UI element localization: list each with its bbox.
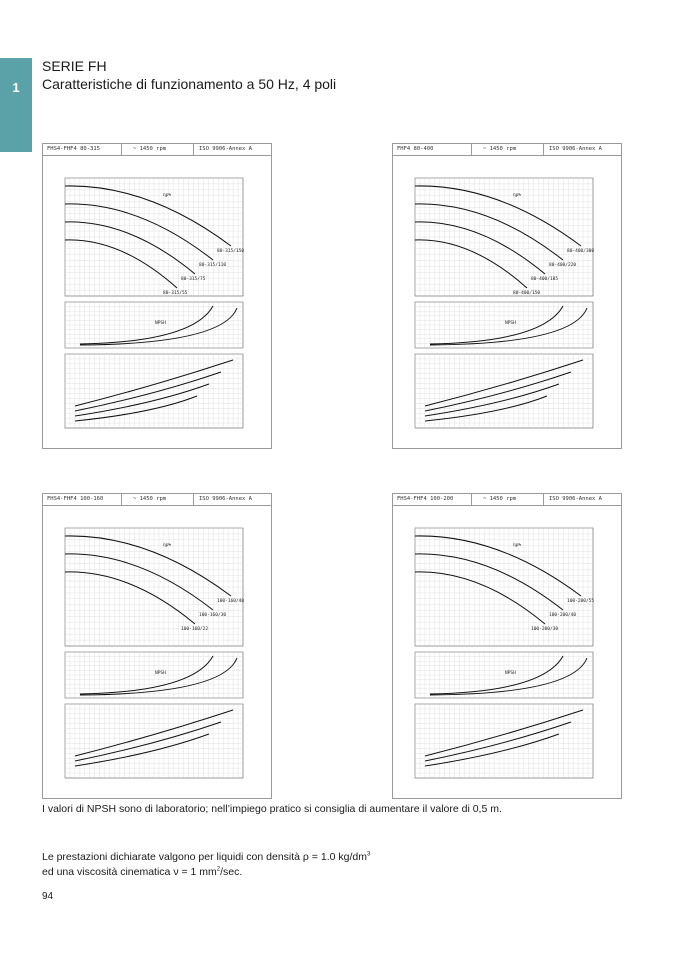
curve-label: 100-200/30 xyxy=(531,627,559,632)
power-curve xyxy=(425,372,571,411)
npsh-label: NPSH xyxy=(505,671,516,676)
efficiency-label: ηp% xyxy=(513,543,522,548)
chart-speed: ~ 1450 rpm xyxy=(133,146,167,152)
viscosity-exponent: 2 xyxy=(216,866,221,873)
head-curve xyxy=(65,554,213,610)
chart-standard: ISO 9906-Annex A xyxy=(199,146,252,152)
chart-graph xyxy=(393,156,621,448)
chart-speed: ~ 1450 rpm xyxy=(133,496,167,502)
density-text: Le prestazioni dichiarate valgono per liquidi con densità ρ = 1.0 kg/dm xyxy=(42,851,367,863)
density-exponent: 3 xyxy=(366,851,371,858)
efficiency-label: ηp% xyxy=(163,543,172,548)
pump-chart-100-200 xyxy=(392,493,622,799)
curve-label: 100-160/40 xyxy=(217,599,245,604)
head-curve xyxy=(65,222,195,274)
chart-speed: ~ 1450 rpm xyxy=(483,496,517,502)
density-note xyxy=(42,850,562,880)
viscosity-text: ed una viscosità cinematica ν = 1 mm xyxy=(42,866,217,878)
curve-label: 100-160/22 xyxy=(181,627,209,632)
chart-standard: ISO 9906-Annex A xyxy=(549,146,602,152)
chart-graph xyxy=(393,506,621,798)
series-title: SERIE FH xyxy=(42,58,107,74)
chart-model: FHS4-FHF4 100-200 xyxy=(397,496,454,502)
curve-label: 80-400/150 xyxy=(513,291,541,296)
curve-label: 80-400/300 xyxy=(567,249,595,254)
curve-label: 80-400/220 xyxy=(549,263,577,268)
power-curve xyxy=(75,734,209,766)
power-curve xyxy=(425,722,571,761)
page-number: 94 xyxy=(42,891,54,902)
curve-label: 80-315/75 xyxy=(181,277,206,282)
chart-model: FHF4 80-400 xyxy=(397,146,434,152)
head-curve xyxy=(65,240,177,288)
head-curve xyxy=(415,554,563,610)
chart-graph xyxy=(43,156,271,448)
head-curve xyxy=(65,204,213,260)
power-curve xyxy=(75,722,221,761)
head-curve xyxy=(415,572,545,624)
curve-label: 80-315/55 xyxy=(163,291,188,296)
head-curve xyxy=(415,240,527,288)
head-curve xyxy=(415,204,563,260)
viscosity-unit: /sec. xyxy=(220,866,243,878)
curve-label: 80-315/110 xyxy=(199,263,227,268)
npsh-label: NPSH xyxy=(155,671,166,676)
pump-chart-100-160 xyxy=(42,493,272,799)
pump-chart-80-400 xyxy=(392,143,622,449)
chart-model: FHS4-FHF4 80-315 xyxy=(47,146,100,152)
power-curve xyxy=(75,372,221,411)
chart-model: FHS4-FHF4 100-160 xyxy=(47,496,104,502)
npsh-label: NPSH xyxy=(155,321,166,326)
efficiency-label: ηp% xyxy=(513,193,522,198)
curve-label: 80-400/185 xyxy=(531,277,559,282)
npsh-note: I valori di NPSH sono di laboratorio; nell’impiego pratico si consiglia di aumentare il valore di 0,5 m. xyxy=(42,803,502,815)
head-curve xyxy=(415,222,545,274)
curve-label: 100-160/30 xyxy=(199,613,227,618)
curve-label: 80-315/150 xyxy=(217,249,245,254)
efficiency-label: ηp% xyxy=(163,193,172,198)
page-subtitle: Caratteristiche di funzionamento a 50 Hz, 4 poli xyxy=(42,76,337,92)
npsh-label: NPSH xyxy=(505,321,516,326)
section-tab: 1 xyxy=(0,58,32,152)
curve-label: 100-200/40 xyxy=(549,613,577,618)
chart-graph xyxy=(43,506,271,798)
curve-label: 100-200/55 xyxy=(567,599,595,604)
head-curve xyxy=(65,572,195,624)
chart-standard: ISO 9906-Annex A xyxy=(199,496,252,502)
pump-chart-80-315 xyxy=(42,143,272,449)
chart-standard: ISO 9906-Annex A xyxy=(549,496,602,502)
power-curve xyxy=(425,734,559,766)
chart-speed: ~ 1450 rpm xyxy=(483,146,517,152)
